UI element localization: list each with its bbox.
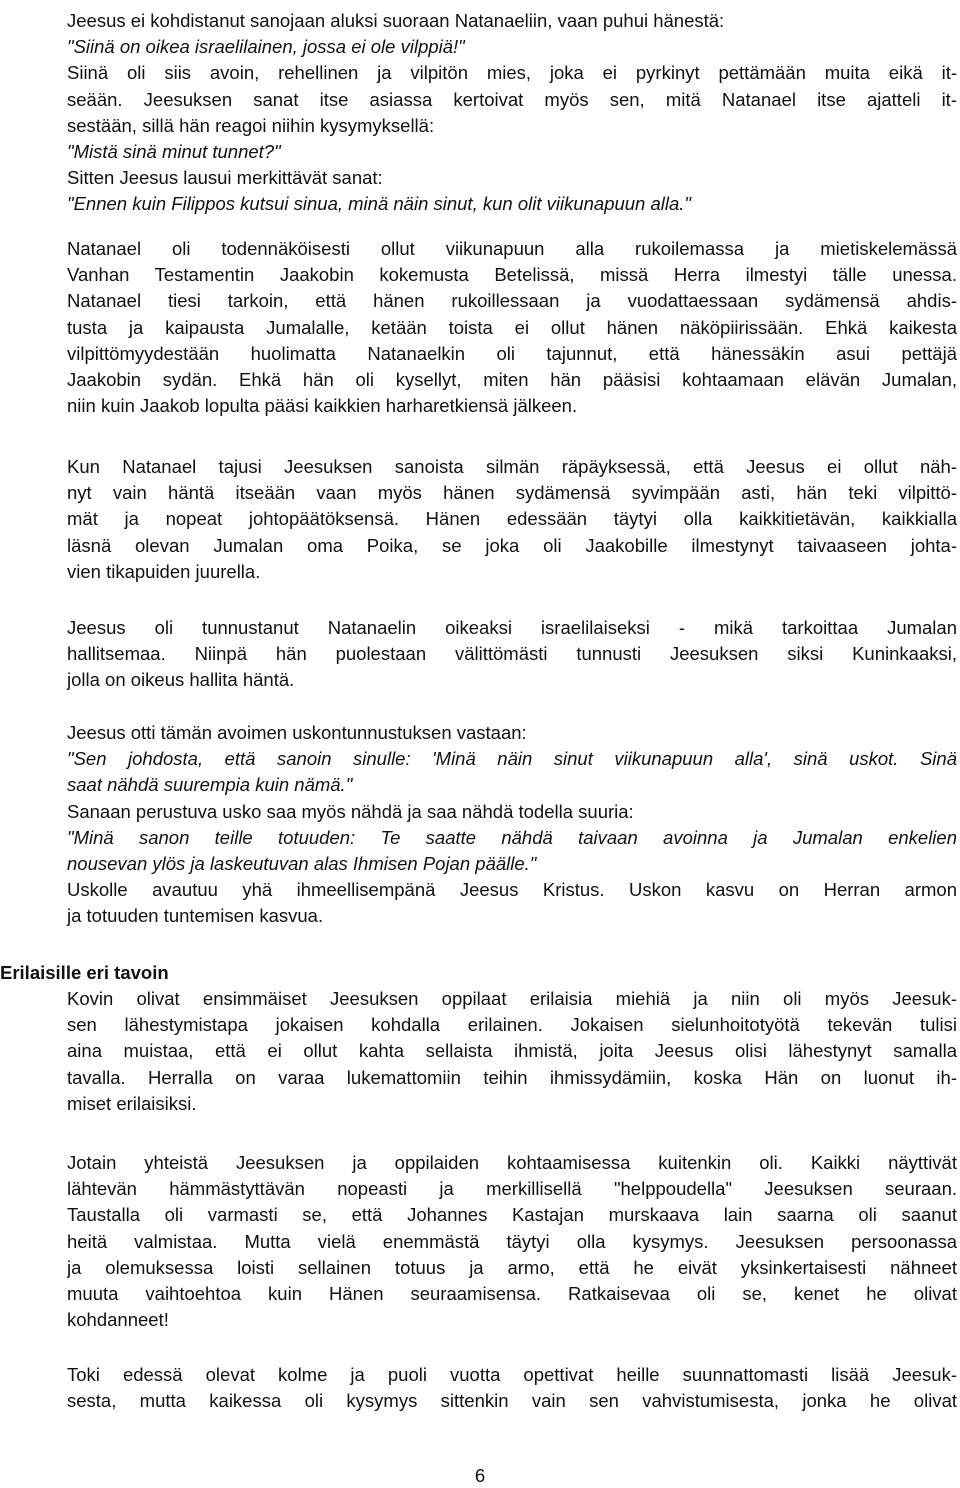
text-line: Jeesus oli tunnustanut Natanaelin oikeaksi israelilaiseksi - mikä tarkoittaa Jumalan: [67, 617, 957, 638]
text-line: Jeesus ei kohdistanut sanojaan aluksi suoraan Natanaeliin, vaan puhui hänestä:: [67, 10, 725, 31]
text-line: ja totuuden tuntemisen kasvua.: [67, 905, 324, 927]
text-line: läsnä olevan Jumalan oma Poika, se joka oli Jaakobille ilmestynyt taivaaseen johta-: [67, 534, 957, 556]
text-line: seään. Jeesuksen sanat itse asiassa kertoivat myös sen, mitä Natanael itse ajatteli it-: [67, 88, 957, 110]
text-line: jolla on oikeus hallita häntä.: [67, 669, 295, 691]
paragraph: [67, 1362, 957, 1414]
text-line: tavalla. Herralla on varaa lukemattomiin teihin ihmissydämiin, koska Hän on luonut ih-: [67, 1066, 957, 1088]
text-line: "Siinä on oikea israelilainen, jossa ei ole vilppiä!": [67, 36, 465, 58]
text-line: kohdanneet!: [67, 1309, 169, 1331]
text-line: Kun Natanael tajusi Jeesuksen sanoista silmän räpäyksessä, että Jeesus ei ollut näh-: [67, 456, 957, 477]
text-line: Natanael tiesi tarkoin, että hänen rukoillessaan ja vuodattaessaan sydämensä ahdis-: [67, 290, 957, 312]
text-line: mät ja nopeat johtopäätöksensä. Hänen edessään täytyi olla kaikkitietävän, kaikkialla: [67, 508, 957, 530]
text-line: hallitsemaa. Niinpä hän puolestaan välittömästi tunnusti Jeesuksen siksi Kuninkaaksi,: [67, 643, 957, 665]
text-line: nyt vain häntä itseään vaan myös hänen sydämensä syvimpään asti, hän teki vilpittö-: [67, 482, 957, 504]
text-line: niin kuin Jaakob lopulta pääsi kaikkien harharetkiensä jälkeen.: [67, 395, 578, 417]
paragraph: [67, 720, 957, 930]
text-line: Sanaan perustuva usko saa myös nähdä ja saa nähdä todella suuria:: [67, 800, 634, 822]
paragraph: [67, 8, 957, 218]
text-line: Sitten Jeesus lausui merkittävät sanat:: [67, 167, 383, 189]
text-line: "Ennen kuin Filippos kutsui sinua, minä näin sinut, kun olit viikunapuun alla.": [67, 193, 691, 215]
paragraph: [67, 236, 957, 419]
text-line: sen lähestymistapa jokaisen kohdalla erilainen. Jokaisen sielunhoitotyötä tekevän tulisi: [67, 1014, 957, 1036]
text-line: Kovin olivat ensimmäiset Jeesuksen oppilaat erilaisia miehiä ja niin oli myös Jeesuk-: [67, 988, 957, 1009]
paragraph: [67, 1150, 957, 1333]
text-line: saat nähdä suurempia kuin nämä.": [67, 774, 353, 796]
text-line: aina muistaa, että ei ollut kahta sellaista ihmistä, joita Jeesus olisi lähestynyt samalla: [67, 1040, 957, 1062]
text-line: lähtevän hämmästyttävän nopeasti ja merkillisellä "helppoudella" Jeesuksen seuraan.: [67, 1178, 957, 1200]
text-line: tusta ja kaipausta Jumalalle, ketään toista ei ollut hänen näköpiirissään. Ehkä kaikesta: [67, 316, 957, 338]
text-line: Uskolle avautuu yhä ihmeellisempänä Jeesus Kristus. Uskon kasvu on Herran armon: [67, 879, 957, 901]
paragraph: [67, 986, 957, 1117]
text-line: Taustalla oli varmasti se, että Johannes Kastajan murskaava lain saarna oli saanut: [67, 1204, 957, 1226]
text-line: vien tikapuiden juurella.: [67, 560, 261, 582]
paragraph: [67, 454, 957, 585]
text-line: miset erilaisiksi.: [67, 1092, 197, 1114]
text-line: "Sen johdosta, että sanoin sinulle: 'Minä näin sinut viikunapuun alla', sinä uskot. Sinä: [67, 748, 957, 770]
text-line: Jotain yhteistä Jeesuksen ja oppilaiden kohtaamisessa kuitenkin oli. Kaikki näyttivät: [67, 1152, 957, 1173]
text-line: sesta, mutta kaikessa oli kysymys sittenkin vain sen vahvistumisesta, jonka he olivat: [67, 1390, 957, 1412]
paragraph: [67, 615, 957, 694]
text-line: Jaakobin sydän. Ehkä hän oli kysellyt, miten hän pääsisi kohtaamaan elävän Jumalan,: [67, 368, 957, 390]
text-line: "Mistä sinä minut tunnet?": [67, 140, 281, 162]
text-line: Siinä oli siis avoin, rehellinen ja vilpitön mies, joka ei pyrkinyt pettämään muita eikä it-: [67, 62, 957, 84]
text-line: vilpittömyydestään huolimatta Natanaelkin oli tajunnut, että hänessäkin asui pettäjä: [67, 342, 957, 364]
text-line: Vanhan Testamentin Jaakobin kokemusta Betelissä, missä Herra ilmestyi tälle unessa.: [67, 264, 957, 286]
text-line: ja olemuksessa loisti sellainen totuus ja armo, että he eivät yksinkertaisesti nähneet: [67, 1256, 957, 1278]
page-number: 6: [474, 1465, 486, 1486]
text-line: Natanael oli todennäköisesti ollut viikunapuun alla rukoilemassa ja mietiskelemässä: [67, 238, 957, 259]
text-line: nousevan ylös ja laskeutuvan alas Ihmisen Pojan päälle.": [67, 852, 537, 874]
text-line: sestään, sillä hän reagoi niihin kysymyksellä:: [67, 114, 435, 136]
section-heading: Erilaisille eri tavoin: [0, 962, 169, 983]
text-line: muuta vaihtoehtoa kuin Hänen seuraamisensa. Ratkaisevaa oli se, kenet he olivat: [67, 1282, 957, 1304]
text-line: Toki edessä olevat kolme ja puoli vuotta opettivat heille suunnattomasti lisää Jeesuk-: [67, 1364, 957, 1385]
text-line: heitä valmistaa. Mutta vielä enemmästä täytyi olla kysymys. Jeesuksen persoonassa: [67, 1230, 957, 1252]
text-line: Jeesus otti tämän avoimen uskontunnustuksen vastaan:: [67, 722, 527, 743]
text-line: "Minä sanon teille totuuden: Te saatte nähdä taivaan avoinna ja Jumalan enkelien: [67, 826, 957, 848]
